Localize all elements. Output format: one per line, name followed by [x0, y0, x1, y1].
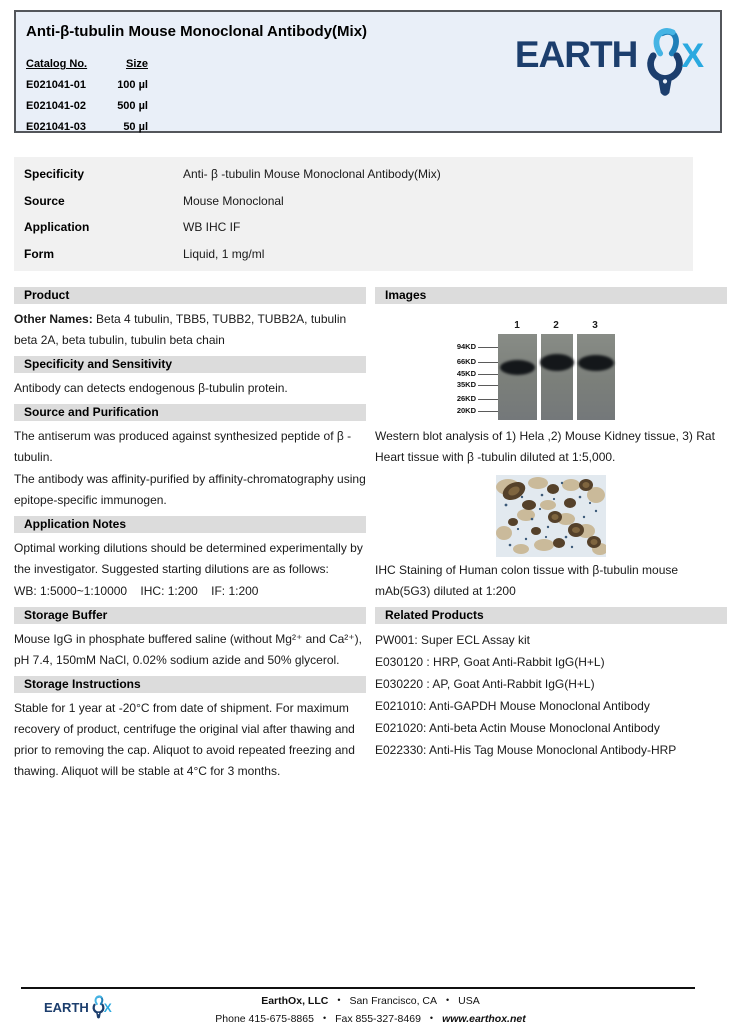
catalog-number: E021041-01 [26, 79, 86, 91]
spec-value: Liquid, 1 mg/ml [183, 246, 265, 261]
catalog-table-header [26, 54, 148, 75]
footer-separator: • [446, 995, 450, 1005]
wb-lane-label: 1 [514, 320, 520, 331]
western-blot-image [375, 309, 727, 424]
footer-divider [21, 987, 695, 989]
left-column [14, 287, 366, 783]
catalog-row [26, 117, 148, 138]
storage-buffer-text: Mouse IgG in phosphate buffered saline (without Mg²⁺ and Ca²⁺), pH 7.4, 150mM NaCl, 0.02% sodium azide and 50% glycerol. [14, 632, 362, 667]
footer-company: EarthOx, LLC [261, 995, 329, 1007]
western-blot-caption: Western blot analysis of 1) Hela ,2) Mouse Kidney tissue, 3) Rat Heart tissue with β -tubulin diluted at 1:5,000. [375, 429, 715, 464]
related-product-item: E021020: Anti-beta Actin Mouse Monoclonal Antibody [375, 721, 660, 735]
earthox-logo [515, 24, 704, 106]
footer-separator: • [322, 1013, 327, 1023]
storage-instructions-text: Stable for 1 year at -20°C from date of shipment. For maximum recovery of product, centrifuge the original vial after thawing and prior to removing the cap. Aliquot to avoid repeated freezing and thawing. Aliquot will be stable at 4°C for 3 months. [14, 701, 355, 778]
dilutions-text: WB: 1:5000~1:10000 IHC: 1:200 IF: 1:200 [14, 584, 259, 598]
wb-marker-tick [478, 374, 498, 375]
section-header-images: Images [375, 287, 727, 304]
spec-table [14, 157, 693, 271]
wb-band [500, 360, 535, 375]
specificity-text: Antibody can detects endogenous β-tubulin protein. [14, 381, 288, 395]
wb-lane-3 [577, 334, 615, 420]
page-title: Anti-β-tubulin Mouse Monoclonal Antibody(Mix) [26, 23, 368, 40]
other-names-paragraph [14, 309, 366, 351]
header-box [14, 10, 722, 133]
wb-lane-label: 2 [553, 320, 559, 331]
footer-separator: • [337, 995, 341, 1005]
wb-marker-label: 26KD [456, 394, 476, 403]
catalog-size: 500 µl [117, 100, 148, 112]
catalog-no-header: Catalog No. [26, 58, 88, 70]
wb-lane-1 [498, 334, 537, 420]
footer-separator: • [429, 1013, 434, 1023]
ihc-caption: IHC Staining of Human colon tissue with β-tubulin mouse mAb(5G3) diluted at 1:200 [375, 563, 679, 598]
catalog-row [26, 75, 148, 96]
section-header-product: Product [14, 287, 366, 304]
spec-row-source [14, 188, 693, 215]
spec-label: Application [24, 220, 90, 235]
section-header-source: Source and Purification [14, 404, 366, 421]
spec-label: Form [24, 246, 54, 261]
wb-marker-tick [478, 362, 498, 363]
wb-marker-label: 94KD [456, 342, 476, 351]
wb-marker-tick [478, 385, 498, 386]
spec-value: Anti- β -tubulin Mouse Monoclonal Antibody(Mix) [183, 167, 441, 182]
footer-line-1 [0, 992, 741, 1010]
spec-row-form [14, 241, 693, 268]
section-header-storage-buffer: Storage Buffer [14, 607, 366, 624]
source-text-1: The antiserum was produced against synthesized peptide of β -tubulin. [14, 429, 352, 464]
wb-band [578, 355, 614, 371]
source-text-2: The antibody was affinity-purified by affinity-chromatography using epitope-specific immunogen. [14, 472, 366, 507]
spec-label: Specificity [24, 167, 85, 182]
wb-marker-label: 66KD [456, 357, 476, 366]
logo-earth-text: EARTH [514, 34, 638, 75]
logo-earth-text: EARTH [44, 1000, 89, 1015]
footer-website-link[interactable]: www.earthox.net [442, 1013, 526, 1025]
section-header-application-notes: Application Notes [14, 516, 366, 533]
section-header-storage-instructions: Storage Instructions [14, 676, 366, 693]
related-product-item: PW001: Super ECL Assay kit [375, 633, 530, 647]
section-header-related-products: Related Products [375, 607, 727, 624]
size-header: Size [125, 58, 148, 70]
related-product-item: E030220 : AP, Goat Anti-Rabbit IgG(H+L) [375, 677, 595, 691]
catalog-table [26, 54, 148, 138]
footer-country: USA [458, 995, 480, 1007]
wb-marker-label: 20KD [456, 406, 476, 415]
footer-location: San Francisco, CA [349, 995, 438, 1007]
footer-fax: Fax 855-327-8469 [335, 1013, 421, 1025]
spec-row-specificity [14, 161, 693, 188]
catalog-size: 100 µl [117, 79, 148, 91]
ihc-image [496, 475, 606, 557]
spec-label: Source [24, 193, 65, 208]
wb-marker-tick [478, 411, 498, 412]
wb-marker-tick [478, 347, 498, 348]
wb-marker-tick [478, 399, 498, 400]
footer-phone: Phone 415-675-8865 [215, 1013, 314, 1025]
catalog-row [26, 96, 148, 117]
wb-band [540, 354, 574, 371]
section-header-specificity: Specificity and Sensitivity [14, 356, 366, 373]
related-product-item: E030120 : HRP, Goat Anti-Rabbit IgG(H+L) [375, 655, 605, 669]
wb-lane-2 [541, 334, 573, 420]
footer [0, 992, 741, 1028]
spec-row-application [14, 214, 693, 241]
right-column [375, 287, 727, 761]
catalog-size: 50 µl [123, 121, 148, 133]
wb-marker-label: 35KD [456, 380, 476, 389]
other-names-label: Other Names: [14, 312, 93, 326]
logo-x-text: X [103, 1001, 112, 1015]
catalog-number: E021041-02 [26, 100, 86, 112]
footer-line-2 [0, 1010, 741, 1028]
catalog-number: E021041-03 [26, 121, 86, 133]
other-names-value: Beta 4 tubulin, TBB5, TUBB2, TUBB2A, tubulin beta 2A, beta tubulin, tubulin beta chain [14, 312, 347, 347]
related-product-item: E022330: Anti-His Tag Mouse Monoclonal Antibody-HRP [375, 743, 677, 757]
application-notes-text: Optimal working dilutions should be determined experimentally by the investigator. Suggested starting dilutions are as follows: [14, 541, 363, 576]
wb-lane-label: 3 [592, 320, 598, 331]
spec-value: WB IHC IF [183, 220, 241, 235]
wb-marker-label: 45KD [456, 369, 476, 378]
related-product-item: E021010: Anti-GAPDH Mouse Monoclonal Antibody [375, 699, 650, 713]
spec-value: Mouse Monoclonal [183, 193, 284, 208]
logo-x-text: X [681, 37, 704, 75]
